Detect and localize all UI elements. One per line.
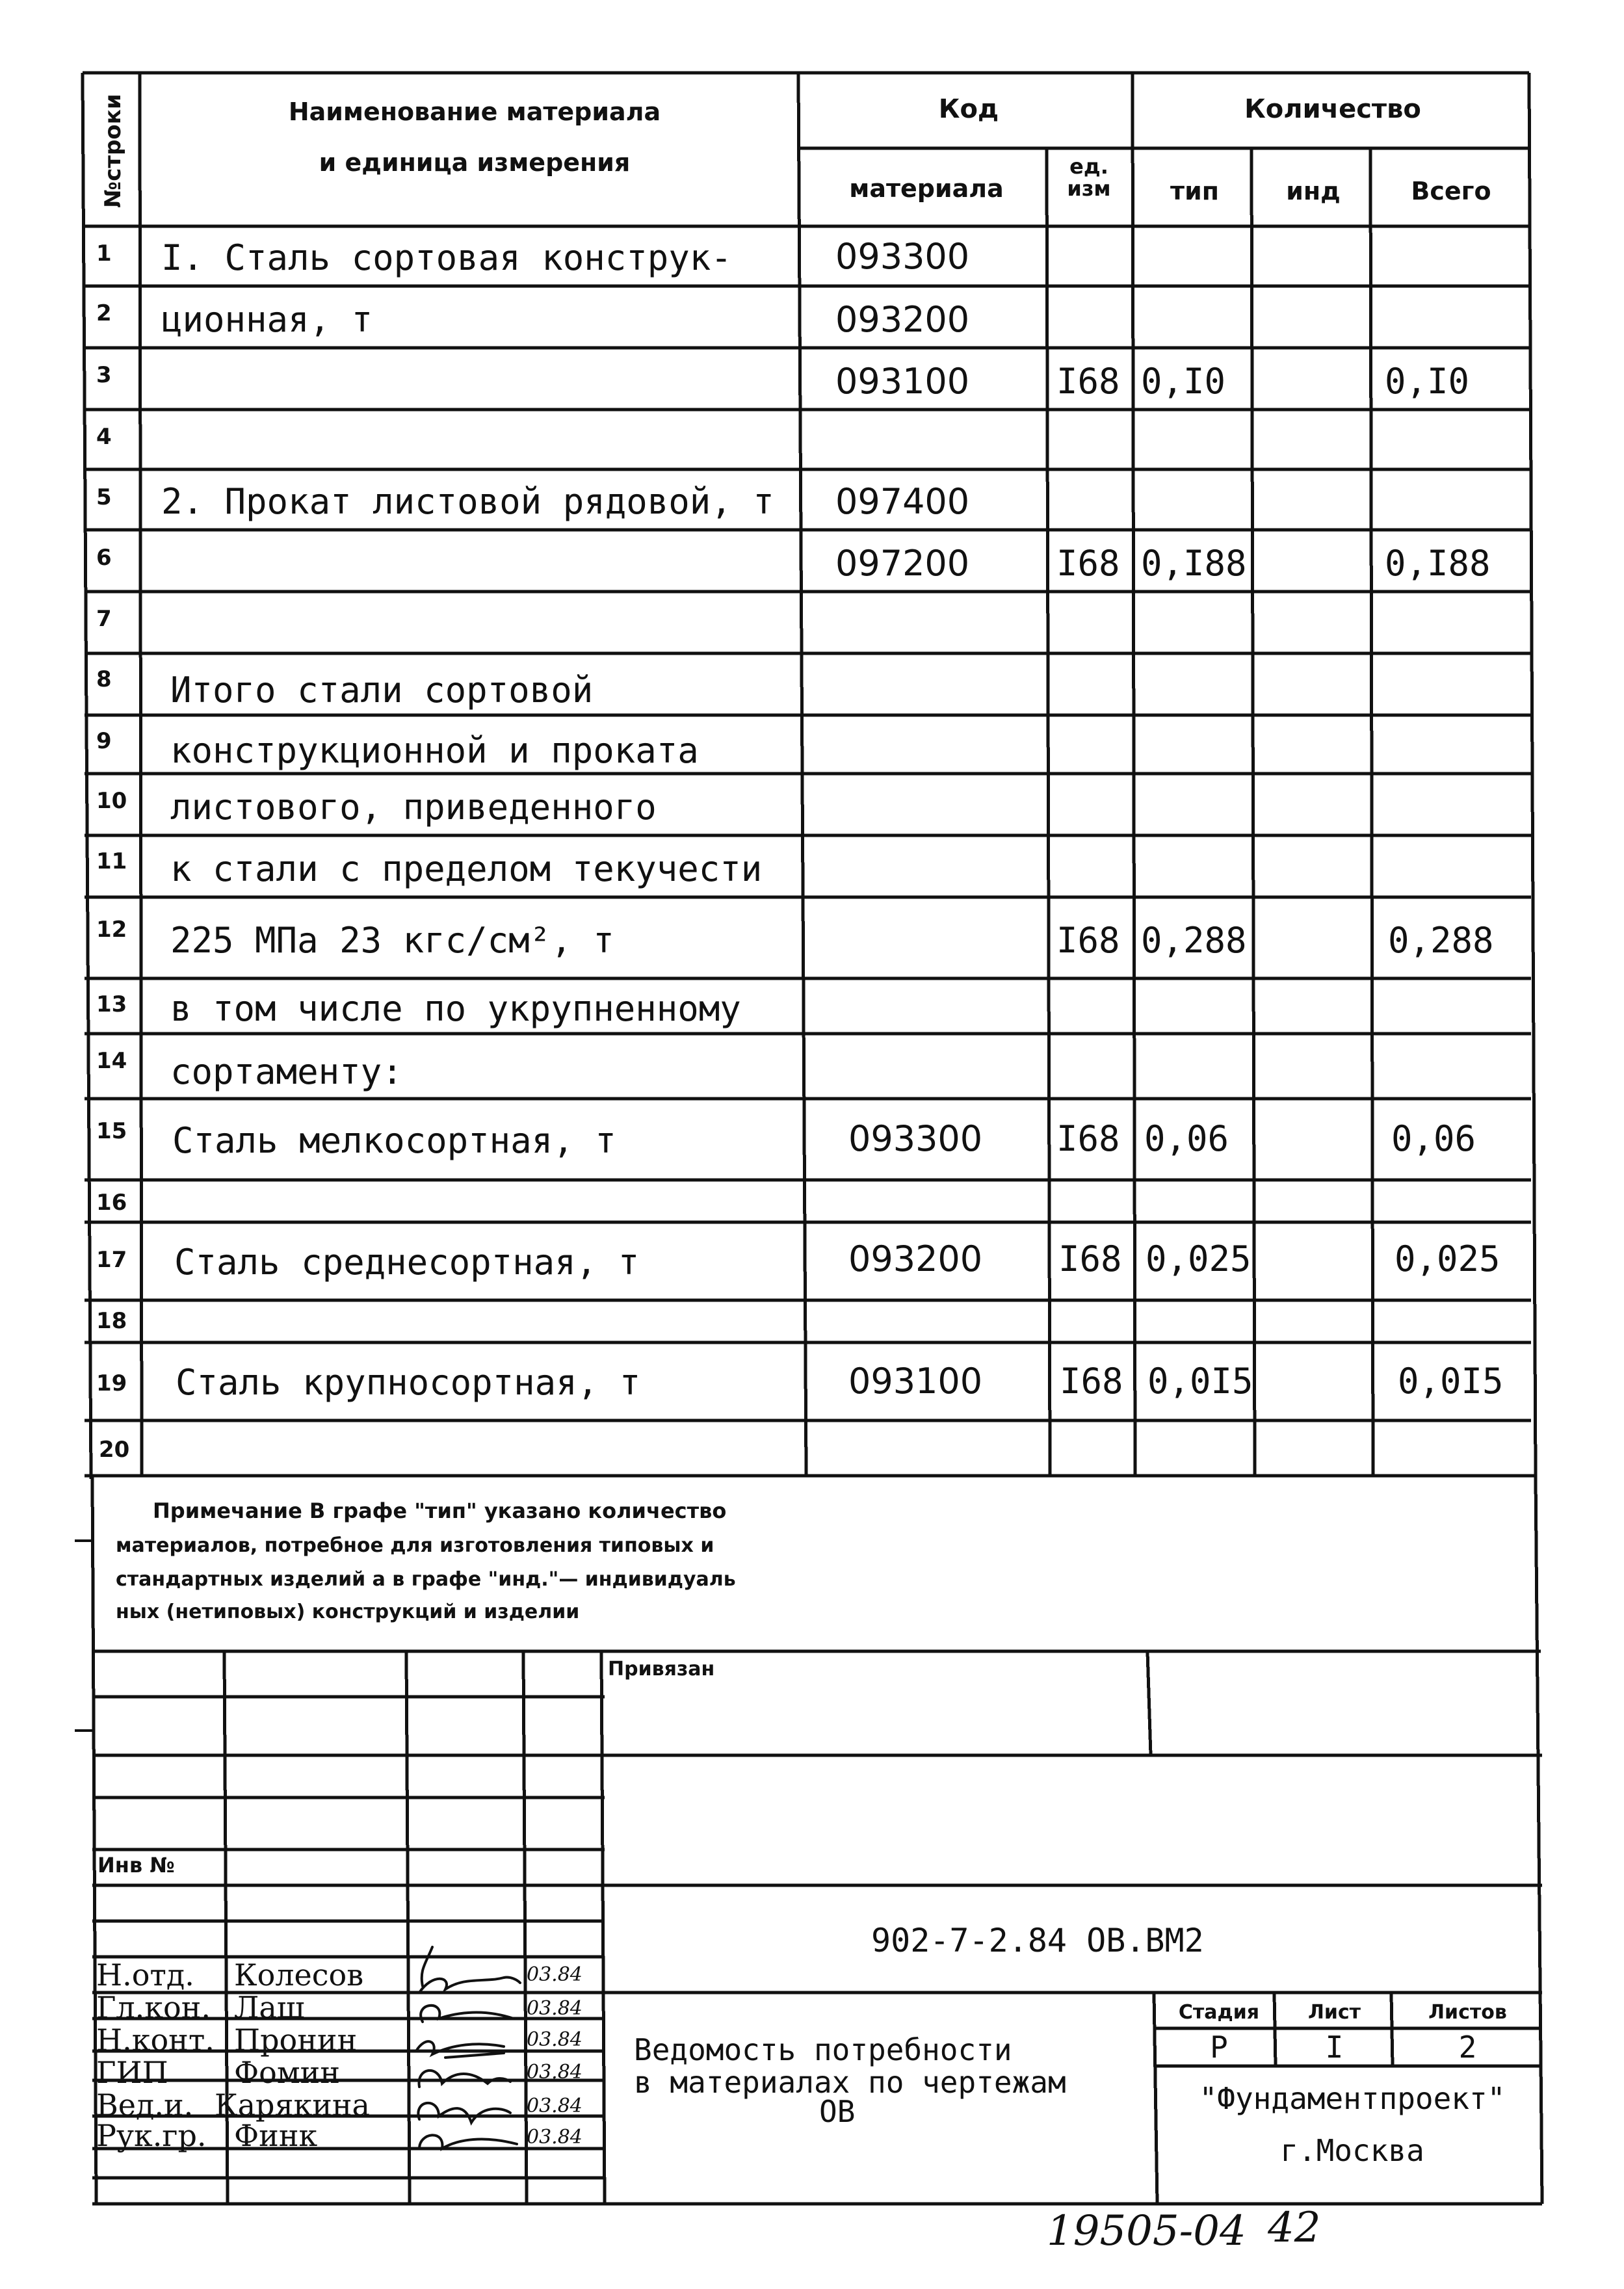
rownum-label: №строки xyxy=(100,94,126,208)
row-name: листового, приведенного xyxy=(170,787,657,828)
row-name: ционная, т xyxy=(161,299,373,340)
row-qty-total: 0,I0 xyxy=(1385,361,1470,402)
row-unit: I68 xyxy=(1056,361,1120,402)
stage-value: Р xyxy=(1210,2030,1228,2065)
signer-role: Гл.кон. xyxy=(96,1990,211,2025)
archive-number: 19505-04 xyxy=(1047,2207,1246,2255)
row-number: 8 xyxy=(96,666,112,692)
signer-name: Колесов xyxy=(234,1957,364,1993)
row-code: 093200 xyxy=(848,1238,983,1279)
row-name: Сталь среднесортная, т xyxy=(174,1242,640,1283)
row-qty-type: 0,0I5 xyxy=(1147,1361,1253,1402)
row-qty-total: 0,0I5 xyxy=(1398,1361,1504,1402)
row-number: 18 xyxy=(96,1308,127,1334)
header-code-material: материала xyxy=(849,174,1004,203)
row-number: 6 xyxy=(96,545,112,571)
signer-name: Лаш xyxy=(234,1990,305,2025)
row-unit: I68 xyxy=(1056,1118,1120,1159)
row-unit: I68 xyxy=(1056,920,1120,961)
page-number: 42 xyxy=(1268,2204,1321,2252)
header-name-line2: и единица измерения xyxy=(319,148,631,177)
row-qty-total: 0,I88 xyxy=(1385,543,1491,584)
signer-name: Пронин xyxy=(234,2022,358,2058)
row-qty-type: 0,06 xyxy=(1144,1118,1229,1159)
note-line: Примечание В графе "тип" указано количество xyxy=(153,1498,727,1523)
doc-title-line2: в материалах по чертежам xyxy=(634,2065,1066,2100)
signer-date: 03.84 xyxy=(527,1963,583,1986)
row-number: 17 xyxy=(96,1247,127,1273)
document-code: 902-7-2.84 ОВ.ВМ2 xyxy=(871,1922,1204,1959)
signer-name: Карякина xyxy=(215,2087,370,2123)
signer-date: 03.84 xyxy=(527,2028,583,2051)
row-number: 12 xyxy=(96,917,127,943)
row-name: в том числе по укрупненному xyxy=(170,988,741,1029)
row-number: 4 xyxy=(96,424,112,450)
doc-title-line1: Ведомость потребности xyxy=(634,2032,1012,2067)
sheets-value: 2 xyxy=(1458,2030,1477,2065)
row-number: 20 xyxy=(99,1437,130,1463)
row-number: 7 xyxy=(96,606,112,632)
row-number: 9 xyxy=(96,728,112,754)
row-code: 097200 xyxy=(835,543,970,584)
signer-role: Н.отд. xyxy=(96,1957,194,1993)
signer-name: Финк xyxy=(234,2118,318,2153)
row-unit: I68 xyxy=(1058,1238,1122,1279)
signer-date: 03.84 xyxy=(527,2126,583,2149)
row-code: 093200 xyxy=(835,299,970,340)
header-code: Код xyxy=(938,94,999,124)
row-code: 097400 xyxy=(835,481,970,522)
row-name: Сталь крупносортная, т xyxy=(176,1362,641,1403)
sheet-value: I xyxy=(1325,2030,1344,2065)
privyazan-label: Привязан xyxy=(608,1658,715,1681)
row-number: 3 xyxy=(96,362,112,388)
header-qty-total: Всего xyxy=(1411,177,1491,205)
row-number: 19 xyxy=(96,1370,127,1396)
row-number: 11 xyxy=(96,848,127,874)
row-name: 225 МПа 23 кгс/см², т xyxy=(170,920,614,961)
row-number: 15 xyxy=(96,1118,127,1144)
row-qty-type: 0,I88 xyxy=(1141,543,1247,584)
signer-date: 03.84 xyxy=(527,2095,583,2117)
row-number: 16 xyxy=(96,1190,127,1216)
doc-title-line3: ОВ xyxy=(819,2094,856,2129)
row-number: 2 xyxy=(96,300,112,326)
row-name: к стали с пределом текучести xyxy=(170,848,763,889)
note-line: ных (нетиповых) конструкций и изделии xyxy=(116,1601,580,1623)
row-qty-type: 0,025 xyxy=(1146,1238,1251,1279)
signer-role: Вед.и. xyxy=(96,2087,194,2123)
row-code: 093100 xyxy=(848,1361,983,1402)
org-city: г.Москва xyxy=(1280,2133,1424,2168)
org-name: "Фундаментпроект" xyxy=(1199,2081,1506,2116)
row-name: 2. Прокат листовой рядовой, т xyxy=(161,481,774,522)
header-code-unit: ед. изм xyxy=(1067,154,1111,201)
signer-role: Н.конт. xyxy=(96,2022,215,2058)
row-name: Итого стали сортовой xyxy=(170,670,594,711)
row-qty-type: 0,288 xyxy=(1141,920,1247,961)
sheet-label: Лист xyxy=(1307,2001,1361,2024)
row-name: I. Сталь сортовая конструк- xyxy=(161,237,732,278)
header-quantity: Количество xyxy=(1244,94,1421,124)
signer-role: Рук.гр. xyxy=(96,2118,207,2153)
row-name: Сталь мелкосортная, т xyxy=(172,1120,616,1161)
header-rownum xyxy=(88,73,139,226)
row-number: 5 xyxy=(96,484,112,510)
row-qty-total: 0,025 xyxy=(1395,1238,1500,1279)
row-name: конструкционной и проката xyxy=(170,730,699,771)
signatures xyxy=(406,1937,527,2152)
note-line: материалов, потребное для изготовления типовых и xyxy=(116,1534,714,1557)
signer-name: Фомин xyxy=(234,2055,340,2090)
signer-date: 03.84 xyxy=(527,1997,583,2020)
row-number: 14 xyxy=(96,1048,127,1074)
row-number: 13 xyxy=(96,991,127,1017)
signer-role: ГИП xyxy=(96,2055,168,2090)
inv-no-label: Инв № xyxy=(98,1853,175,1877)
header-qty-ind: инд xyxy=(1286,177,1341,205)
note-line: стандартных изделий а в графе "инд."— индивидуаль xyxy=(116,1568,736,1591)
row-qty-total: 0,288 xyxy=(1388,920,1494,961)
header-name-line1: Наименование материала xyxy=(288,98,661,126)
row-name: сортаменту: xyxy=(170,1051,403,1092)
row-code: 093300 xyxy=(848,1118,983,1159)
row-unit: I68 xyxy=(1060,1361,1123,1402)
stage-label: Стадия xyxy=(1178,2001,1260,2024)
header-qty-type: тип xyxy=(1170,177,1219,205)
sheets-label: Листов xyxy=(1428,2001,1507,2024)
row-unit: I68 xyxy=(1056,543,1120,584)
row-number: 10 xyxy=(96,788,127,814)
row-number: 1 xyxy=(96,241,112,267)
row-code: 093300 xyxy=(835,236,970,277)
row-code: 093100 xyxy=(835,361,970,402)
signer-date: 03.84 xyxy=(527,2061,583,2084)
row-qty-type: 0,I0 xyxy=(1141,361,1226,402)
row-qty-total: 0,06 xyxy=(1391,1118,1476,1159)
